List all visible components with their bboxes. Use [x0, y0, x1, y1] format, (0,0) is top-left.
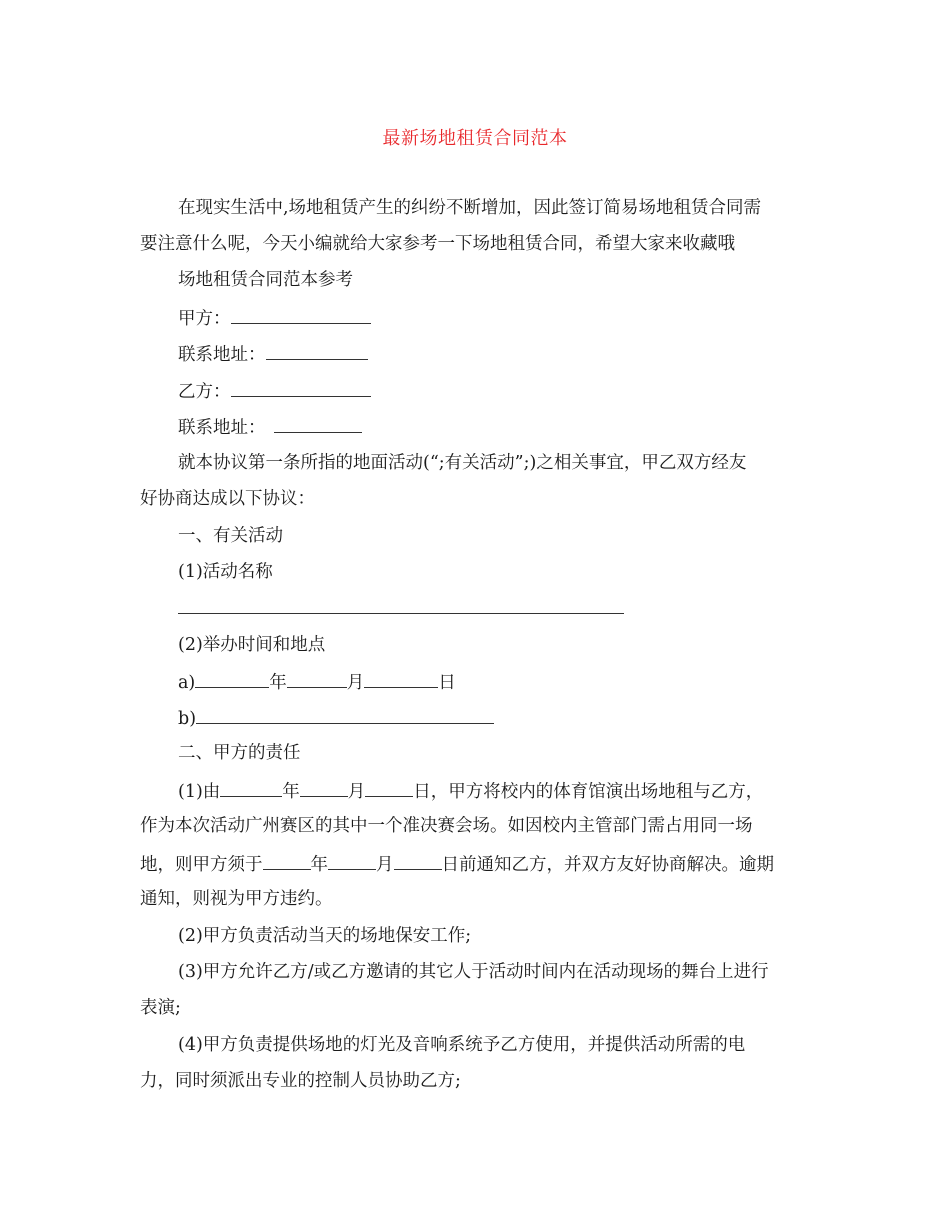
clause4-line-2: 力，同时须派出专业的控制人员协助乙方;	[140, 1071, 461, 1091]
clause1-text-c: 月	[347, 782, 366, 802]
contact-b-field	[178, 414, 362, 440]
contact-a-blank	[266, 341, 368, 360]
party-a-field	[178, 305, 371, 331]
clause1-line-4: 通知，则视为甲方违约。	[140, 889, 333, 909]
contact-a-field	[178, 341, 368, 367]
notice-day-blank	[394, 851, 442, 870]
clause1-month-blank	[300, 778, 348, 797]
clause2: (2)甲方负责活动当天的场地保安工作;	[178, 926, 472, 946]
day-blank	[364, 669, 438, 688]
preamble-line-2: 好协商达成以下协议：	[140, 489, 315, 509]
intro-line-2: 要注意什么呢，今天小编就给大家参考一下场地租赁合同，希望大家来收藏哦	[140, 234, 735, 254]
clause1-line-1	[178, 778, 763, 804]
party-b-label: 乙方：	[178, 382, 231, 402]
time-place-label: (2)举办时间和地点	[178, 635, 326, 655]
day-label: 日	[438, 673, 456, 693]
clause1-notice-text-a: 地，则甲方须于	[140, 855, 263, 875]
month-blank	[287, 669, 347, 688]
contact-a-label: 联系地址：	[178, 345, 266, 365]
year-label: 年	[269, 673, 287, 693]
month-label: 月	[346, 673, 365, 693]
party-a-label: 甲方：	[178, 309, 231, 329]
clause1-notice-text-c: 月	[376, 855, 394, 875]
contact-b-blank	[274, 414, 362, 433]
date-prefix: a)	[178, 673, 196, 693]
place-blank	[196, 705, 494, 724]
section2-heading: 二、甲方的责任	[178, 743, 301, 763]
clause1-day-blank	[365, 778, 413, 797]
preamble-line-1: 就本协议第一条所指的地面活动(“;有关活动”;)之相关事宜，甲乙双方经友	[178, 453, 747, 473]
year-blank	[195, 669, 269, 688]
section1-heading: 一、有关活动	[178, 526, 283, 546]
clause1-year-blank	[220, 778, 282, 797]
notice-month-blank	[328, 851, 376, 870]
party-b-field	[178, 378, 371, 404]
activity-name-blank	[178, 613, 624, 614]
clause3-line-2: 表演;	[140, 998, 181, 1018]
date-line	[178, 669, 456, 695]
clause4-line-1: (4)甲方负责提供场地的灯光及音响系统予乙方使用，并提供活动所需的电	[178, 1035, 746, 1055]
place-prefix: b)	[178, 709, 197, 729]
notice-year-blank	[263, 851, 311, 870]
clause1-text-d: 日，甲方将校内的体育馆演出场地租与乙方，	[413, 782, 764, 802]
place-line	[178, 705, 494, 731]
party-a-blank	[231, 305, 371, 324]
subtitle: 场地租赁合同范本参考	[178, 270, 353, 290]
contact-b-label: 联系地址：	[178, 418, 266, 438]
clause1-line-2: 作为本次活动广州赛区的其中一个准决赛会场。如因校内主管部门需占用同一场	[140, 816, 753, 836]
clause1-text-a: (1)由	[178, 782, 221, 802]
document-title: 最新场地租赁合同范本	[382, 128, 568, 149]
clause1-text-b: 年	[282, 782, 300, 802]
activity-name-label: (1)活动名称	[178, 562, 273, 582]
clause3-line-1: (3)甲方允许乙方/或乙方邀请的其它人于活动时间内在活动现场的舞台上进行	[178, 962, 769, 982]
clause1-notice-text-b: 年	[310, 855, 328, 875]
clause1-notice-text-d: 日前通知乙方，并双方友好协商解决。逾期	[441, 855, 774, 875]
intro-line-1: 在现实生活中,场地租赁产生的纠纷不断增加，因此签订简易场地租赁合同需	[178, 198, 762, 218]
clause1-line-3	[140, 851, 774, 877]
party-b-blank	[231, 378, 371, 397]
